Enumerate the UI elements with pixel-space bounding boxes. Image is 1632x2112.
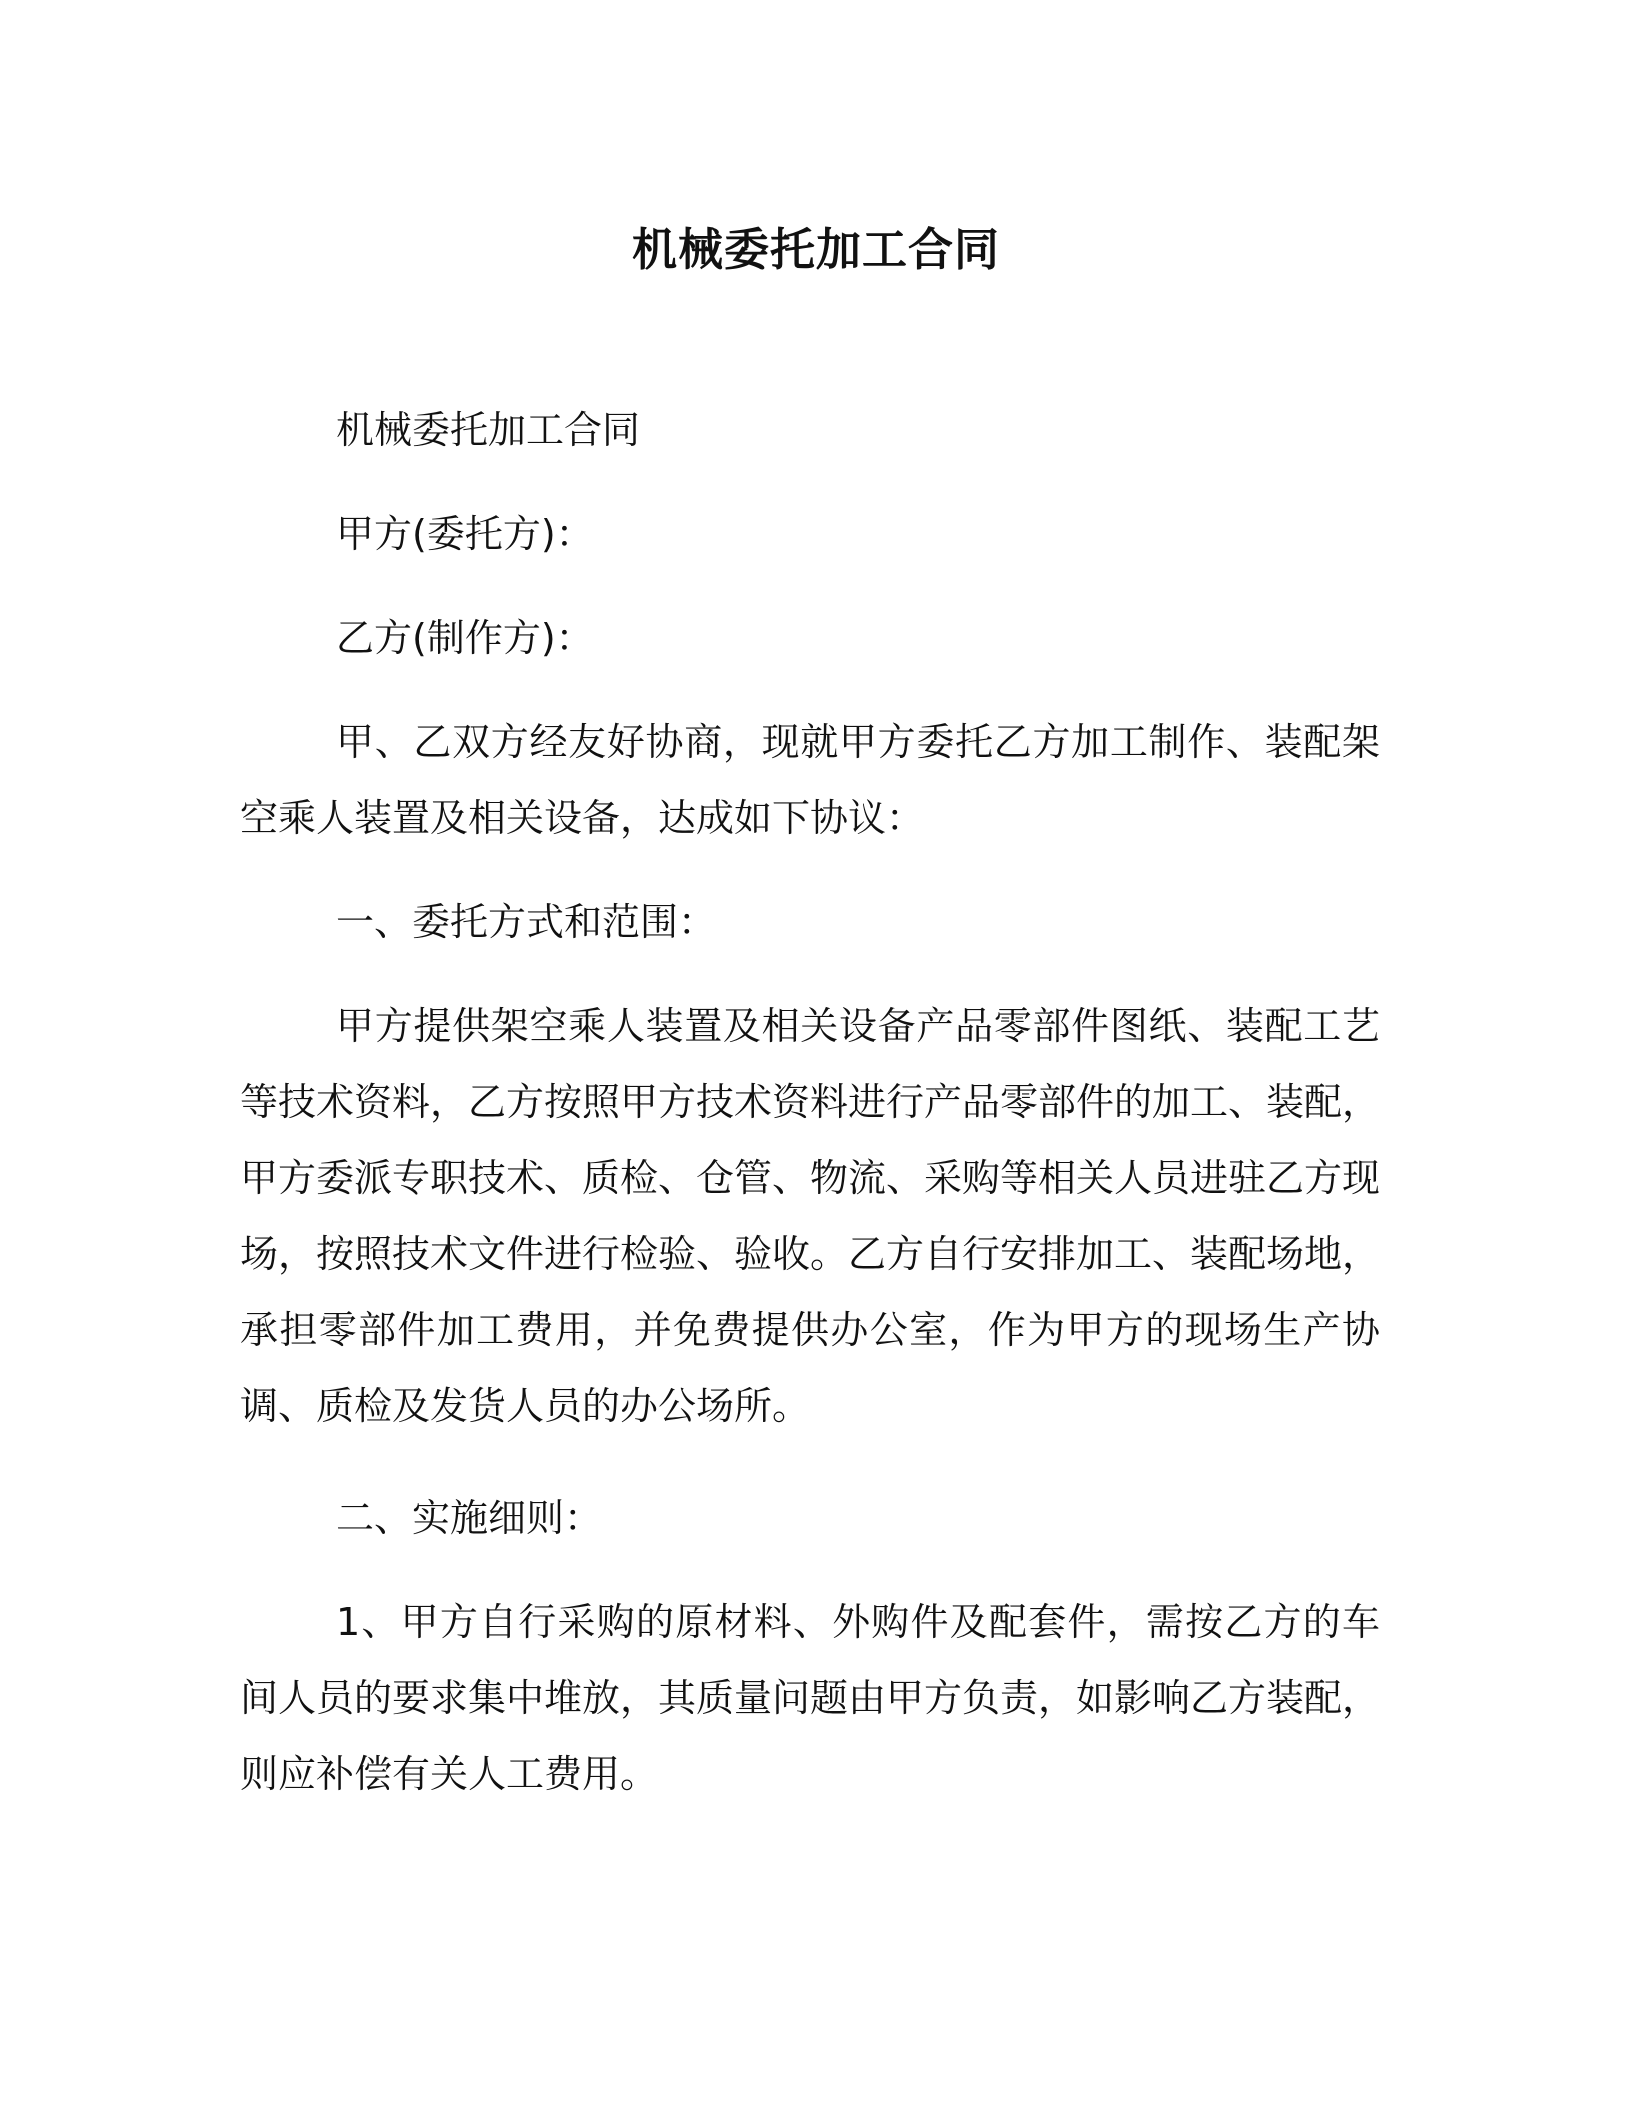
contract-name-paragraph: 机械委托加工合同 (336, 408, 641, 452)
party-b-paragraph: 乙方(制作方)： (336, 616, 594, 660)
document-title: 机械委托加工合同 (631, 223, 1000, 276)
document-body (240, 392, 1380, 1812)
party-a-paragraph: 甲方(委托方)： (336, 512, 594, 556)
preamble-paragraph: 甲、乙双方经友好协商，现就甲方委托乙方加工制作、装配架空乘人装置及相关设备，达成如下协议： (240, 720, 1380, 840)
section-1-heading: 一、委托方式和范围： (336, 900, 717, 944)
section-2-item-1: 1、甲方自行采购的原材料、外购件及配套件，需按乙方的车间人员的要求集中堆放，其质量问题由甲方负责，如影响乙方装配，则应补偿有关人工费用。 (240, 1600, 1381, 1796)
section-1-body: 甲方提供架空乘人装置及相关设备产品零部件图纸、装配工艺等技术资料，乙方按照甲方技术资料进行产品零部件的加工、装配，甲方委派专职技术、质检、仓管、物流、采购等相关人员进驻乙方现场，按照技术文件进行检验、验收。乙方自行安排加工、装配场地，承担零部件加工费用，并免费提供办公室，作为甲方的现场生产协调、质检及发货人员的办公场所。 (240, 1004, 1381, 1428)
section-2-heading: 二、实施细则： (336, 1496, 603, 1540)
